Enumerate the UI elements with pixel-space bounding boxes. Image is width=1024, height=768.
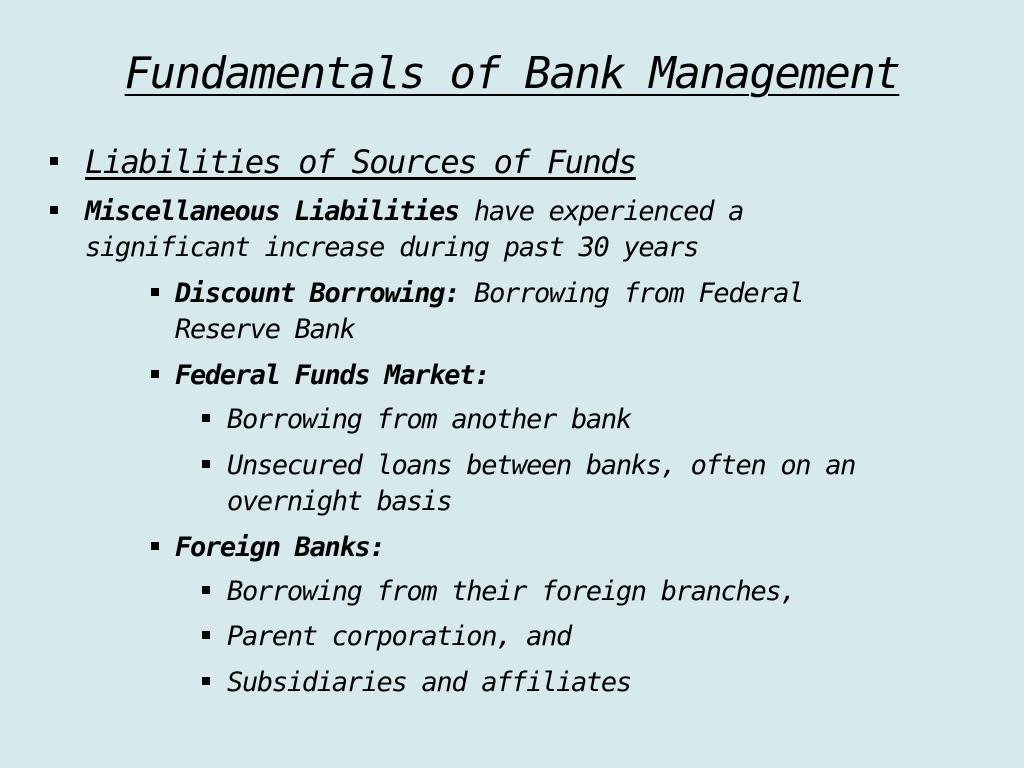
misc-term: Miscellaneous Liabilities <box>85 196 459 227</box>
bullet-miscellaneous-liabilities <box>85 194 743 266</box>
discount-term: Discount Borrowing: <box>175 278 460 309</box>
bullet-icon <box>202 631 210 639</box>
bullet-discount-borrowing <box>175 276 803 348</box>
misc-line-1 <box>85 194 743 230</box>
bullet-icon <box>50 157 58 165</box>
discount-line-1 <box>175 276 803 312</box>
misc-line-2: significant increase during past 30 years <box>85 232 699 263</box>
misc-line1-text: have experienced a <box>473 196 744 227</box>
slide-title: Fundamentals of Bank Management <box>124 48 900 99</box>
bullet-icon <box>151 288 159 296</box>
discount-line1-text: Borrowing from Federal <box>474 278 804 309</box>
bullet-foreign-branches: Borrowing from their foreign branches, <box>227 576 796 607</box>
bullet-icon <box>151 542 159 550</box>
bullet-icon <box>202 586 210 594</box>
unsecured-line-2: overnight basis <box>227 486 452 517</box>
bullet-icon <box>202 460 210 468</box>
unsecured-line-1: Unsecured loans between banks, often on an <box>227 450 856 481</box>
bullet-borrowing-another-bank: Borrowing from another bank <box>227 404 631 435</box>
bullet-icon <box>202 414 210 422</box>
bullet-icon <box>50 206 58 214</box>
bullet-icon <box>151 370 159 378</box>
discount-line-2: Reserve Bank <box>175 314 355 345</box>
bullet-parent-corporation: Parent corporation, and <box>227 621 571 652</box>
bullet-federal-funds-market: Federal Funds Market: <box>175 360 490 391</box>
bullet-unsecured-loans <box>227 448 855 520</box>
bullet-subsidiaries-affiliates: Subsidiaries and affiliates <box>227 667 631 698</box>
bullet-icon <box>202 677 210 685</box>
bullet-liabilities-sources: Liabilities of Sources of Funds <box>85 143 636 181</box>
bullet-foreign-banks: Foreign Banks: <box>175 532 385 563</box>
